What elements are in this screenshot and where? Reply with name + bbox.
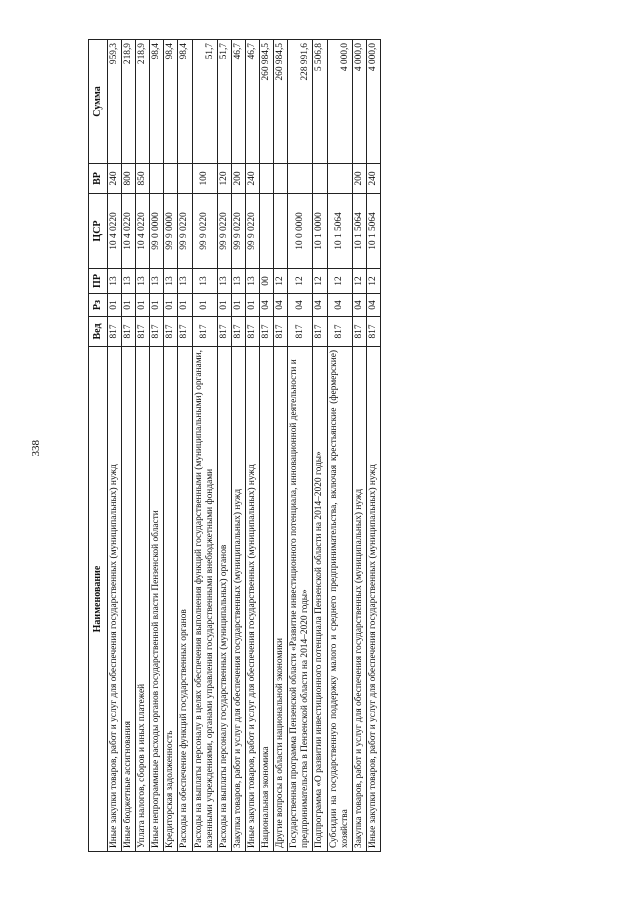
- row-ved: 817: [245, 317, 259, 347]
- row-sum: 46,7: [231, 40, 245, 164]
- row-sum: 959,3: [108, 40, 122, 164]
- row-pr: 13: [164, 269, 178, 294]
- row-name: Иные закупки товаров, работ и услуг для обеспечения государственных (муниципальных) нужд: [108, 347, 122, 852]
- row-sum: 98,4: [164, 40, 178, 164]
- table-row: [122, 40, 136, 852]
- row-vr: 240: [108, 164, 122, 194]
- table-row: [366, 40, 380, 852]
- table-row: [231, 40, 245, 852]
- row-name: Расходы на обеспечение функций государственных органов: [178, 347, 192, 852]
- row-sum: 51,7: [192, 40, 217, 164]
- table-row: [288, 40, 313, 852]
- row-name: Иные закупки товаров, работ и услуг для обеспечения государственных (муниципальных) нужд: [366, 347, 380, 852]
- row-ved: 817: [352, 317, 366, 347]
- table-row: [327, 40, 352, 852]
- row-ved: 817: [327, 317, 352, 347]
- page-number: 338: [30, 440, 42, 457]
- row-rz: 04: [352, 294, 366, 317]
- row-pr: 12: [313, 269, 327, 294]
- row-pr: 13: [136, 269, 150, 294]
- row-csr: 10 4 0220: [108, 194, 122, 269]
- row-pr: 13: [231, 269, 245, 294]
- row-rz: 01: [150, 294, 164, 317]
- row-sum: 260 984,5: [274, 40, 288, 164]
- row-vr: [178, 164, 192, 194]
- row-ved: 817: [274, 317, 288, 347]
- row-name: Иные закупки товаров, работ и услуг для обеспечения государственных (муниципальных) нужд: [245, 347, 259, 852]
- header-row: [89, 40, 108, 852]
- row-rz: 04: [288, 294, 313, 317]
- row-ved: 817: [260, 317, 274, 347]
- row-csr: 99 9 0220: [178, 194, 192, 269]
- row-pr: 12: [274, 269, 288, 294]
- row-name: Закупка товаров, работ и услуг для обеспечения государственных (муниципальных) нужд: [231, 347, 245, 852]
- table-row: [150, 40, 164, 852]
- row-csr: 10 4 0220: [122, 194, 136, 269]
- row-sum: 228 991,6: [288, 40, 313, 164]
- row-vr: [150, 164, 164, 194]
- table-row: [178, 40, 192, 852]
- row-rz: 01: [108, 294, 122, 317]
- row-vr: 800: [122, 164, 136, 194]
- header-vr: ВР: [89, 164, 108, 194]
- row-rz: 01: [122, 294, 136, 317]
- row-pr: 13: [108, 269, 122, 294]
- row-vr: [313, 164, 327, 194]
- row-pr: 13: [122, 269, 136, 294]
- row-pr: 12: [352, 269, 366, 294]
- table-row: [164, 40, 178, 852]
- table-row: [217, 40, 231, 852]
- row-sum: 5 506,8: [313, 40, 327, 164]
- row-ved: 817: [366, 317, 380, 347]
- row-vr: [164, 164, 178, 194]
- header-pr: ПР: [89, 269, 108, 294]
- row-name: Кредиторская задолженность: [164, 347, 178, 852]
- row-rz: 01: [136, 294, 150, 317]
- row-csr: 99 9 0220: [217, 194, 231, 269]
- row-rz: 04: [274, 294, 288, 317]
- table-row: [192, 40, 217, 852]
- row-sum: 98,4: [178, 40, 192, 164]
- row-ved: 817: [217, 317, 231, 347]
- row-vr: [260, 164, 274, 194]
- header-ved: Вед: [89, 317, 108, 347]
- table-row: [313, 40, 327, 852]
- row-pr: 13: [217, 269, 231, 294]
- row-vr: [274, 164, 288, 194]
- row-sum: 218,9: [122, 40, 136, 164]
- row-pr: 12: [327, 269, 352, 294]
- row-csr: 99 0 0000: [150, 194, 164, 269]
- row-ved: 817: [150, 317, 164, 347]
- table-row: [352, 40, 366, 852]
- row-vr: [288, 164, 313, 194]
- row-sum: 260 984,5: [260, 40, 274, 164]
- row-rz: 01: [164, 294, 178, 317]
- row-ved: 817: [108, 317, 122, 347]
- table-row: [245, 40, 259, 852]
- row-csr: 99 9 0000: [164, 194, 178, 269]
- row-name: Подпрограмма «О развитии инвестиционного потенциала Пензенской области на 2014–2020 годы»: [313, 347, 327, 852]
- row-name: Уплата налогов, сборов и иных платежей: [136, 347, 150, 852]
- row-sum: 4 000,0: [327, 40, 352, 164]
- row-sum: 46,7: [245, 40, 259, 164]
- row-name: Государственная программа Пензенской области «Развитие инвестиционного потенциала, инновационной деятельности и предпринимательства в Пензенской области на 2014–2020 годы»: [288, 347, 313, 852]
- row-csr: 10 0 0000: [288, 194, 313, 269]
- row-csr: 99 9 0220: [231, 194, 245, 269]
- row-vr: [327, 164, 352, 194]
- row-name: Расходы на выплаты персоналу в целях обеспечения выполнения функций государственными (муниципальными) органами, казенными учреждениями, органами управления государственными внебюджетными фондами: [192, 347, 217, 852]
- row-name: Национальная экономика: [260, 347, 274, 852]
- header-name: Наименование: [89, 347, 108, 852]
- row-csr: 10 1 5064: [366, 194, 380, 269]
- row-rz: 01: [217, 294, 231, 317]
- row-rz: 01: [231, 294, 245, 317]
- row-vr: 200: [352, 164, 366, 194]
- row-sum: 4 000,0: [352, 40, 366, 164]
- header-rz: Рз: [89, 294, 108, 317]
- row-name: Закупка товаров, работ и услуг для обеспечения государственных (муниципальных) нужд: [352, 347, 366, 852]
- row-pr: 13: [178, 269, 192, 294]
- row-rz: 01: [192, 294, 217, 317]
- row-pr: 12: [288, 269, 313, 294]
- row-csr: 99 9 0220: [245, 194, 259, 269]
- row-pr: 13: [192, 269, 217, 294]
- row-name: Иные непрограммные расходы органов государственной власти Пензенской области: [150, 347, 164, 852]
- row-csr: 99 9 0220: [192, 194, 217, 269]
- row-vr: 120: [217, 164, 231, 194]
- row-csr: 10 1 5064: [327, 194, 352, 269]
- budget-table: [88, 39, 381, 852]
- row-ved: 817: [122, 317, 136, 347]
- row-sum: 98,4: [150, 40, 164, 164]
- row-pr: 12: [366, 269, 380, 294]
- row-vr: 100: [192, 164, 217, 194]
- row-sum: 4 000,0: [366, 40, 380, 164]
- row-vr: 240: [366, 164, 380, 194]
- row-rz: 04: [313, 294, 327, 317]
- row-pr: 13: [245, 269, 259, 294]
- table-row: [136, 40, 150, 852]
- header-sum: Сумма: [89, 40, 108, 164]
- row-rz: 04: [260, 294, 274, 317]
- row-pr: 13: [150, 269, 164, 294]
- row-vr: 240: [245, 164, 259, 194]
- row-csr: [260, 194, 274, 269]
- row-csr: 10 1 5064: [352, 194, 366, 269]
- row-name: Расходы на выплаты персоналу государственных (муниципальных) органов: [217, 347, 231, 852]
- row-name: Иные бюджетные ассигнования: [122, 347, 136, 852]
- row-rz: 01: [245, 294, 259, 317]
- row-csr: 10 1 0000: [313, 194, 327, 269]
- row-ved: 817: [231, 317, 245, 347]
- row-ved: 817: [313, 317, 327, 347]
- row-rz: 04: [366, 294, 380, 317]
- row-ved: 817: [164, 317, 178, 347]
- rotated-table-container: [88, 40, 490, 852]
- row-pr: 00: [260, 269, 274, 294]
- row-csr: 10 4 0220: [136, 194, 150, 269]
- row-ved: 817: [178, 317, 192, 347]
- table-row: [108, 40, 122, 852]
- row-name: Другие вопросы в области национальной экономики: [274, 347, 288, 852]
- row-sum: 218,9: [136, 40, 150, 164]
- row-rz: 01: [178, 294, 192, 317]
- row-vr: 200: [231, 164, 245, 194]
- row-sum: 51,7: [217, 40, 231, 164]
- row-ved: 817: [192, 317, 217, 347]
- table-row: [274, 40, 288, 852]
- table-row: [260, 40, 274, 852]
- row-csr: [274, 194, 288, 269]
- row-ved: 817: [288, 317, 313, 347]
- row-vr: 850: [136, 164, 150, 194]
- row-rz: 04: [327, 294, 352, 317]
- header-csr: ЦСР: [89, 194, 108, 269]
- row-ved: 817: [136, 317, 150, 347]
- row-name: Субсидии на государственную поддержку малого и среднего предпринимательства, включая крестьянские (фермерские) хозяйства: [327, 347, 352, 852]
